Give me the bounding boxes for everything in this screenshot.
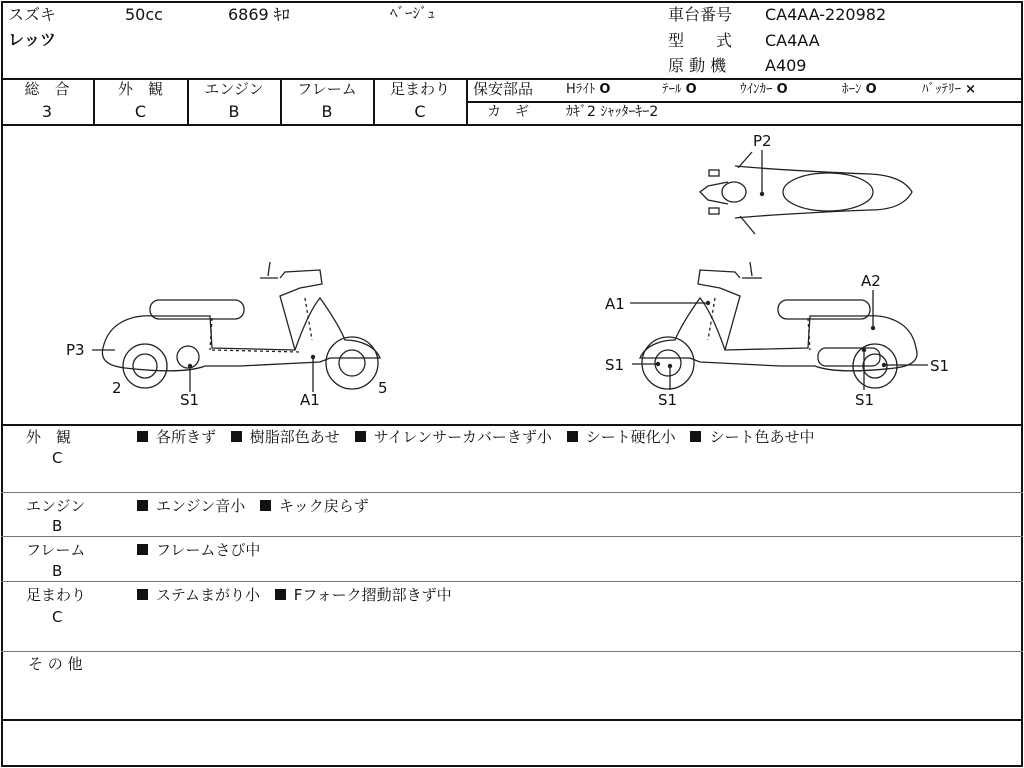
maker: スズキ: [8, 5, 57, 24]
engine-model-label: 原 動 機: [668, 56, 727, 75]
notes-exterior-grade: C: [52, 449, 63, 467]
divider: [467, 101, 1023, 103]
mark-dot: [188, 364, 192, 368]
mark-dot: [311, 355, 315, 359]
frame-no-label: 車台番号: [668, 5, 733, 24]
type-label: 型 式: [668, 31, 733, 50]
label-p2: P2: [753, 132, 772, 150]
type-value: CA4AA: [765, 31, 820, 50]
label-s1-right-right: S1: [930, 357, 950, 375]
safety-item-headlight: Hﾗｲﾄ O: [566, 82, 611, 97]
divider: [1, 651, 1023, 652]
notes-exterior-label: 外 観: [26, 428, 72, 446]
frame-no-value: CA4AA-220982: [765, 5, 887, 24]
label-s1-right-bottom-left: S1: [658, 391, 678, 409]
notes-frame-items: フレームさび中: [137, 543, 260, 558]
mark-dot: [706, 301, 710, 305]
mileage: 6869 ｷﾛ: [228, 5, 290, 24]
label-p3: P3: [66, 341, 85, 359]
damage-diagram: [0, 126, 1024, 424]
mark-dot: [656, 362, 660, 366]
scooter-left-view: [92, 262, 380, 392]
notes-other-label: そ の 他: [28, 655, 83, 673]
label-s1-right-bottom-right: S1: [855, 391, 875, 409]
keys-value: ｶｷﾞ2 ｼｬｯﾀｰｷｰ2: [566, 104, 659, 120]
safety-label: 保安部品: [473, 80, 534, 98]
mark-dot: [668, 364, 672, 368]
divider: [466, 78, 468, 125]
label-s1-right-left: S1: [605, 356, 625, 374]
notes-engine-grade: B: [52, 517, 63, 535]
engine-model-value: A409: [765, 56, 807, 75]
divider: [1, 492, 1023, 493]
keys-label: カ ギ: [487, 104, 529, 120]
safety-item-battery: ﾊﾞｯﾃﾘｰ ×: [922, 82, 977, 97]
mark-dot: [862, 348, 866, 352]
engine-value: B: [228, 102, 240, 121]
mark-dot: [871, 326, 875, 330]
notes-suspension-items: ステムまがり小 Fフォーク摺動部きず中: [137, 588, 452, 603]
scooter-top-view: [700, 150, 912, 234]
notes-frame-label: フレーム: [26, 541, 86, 559]
label-s1: S1: [180, 391, 200, 409]
divider: [1, 424, 1023, 426]
notes-suspension-grade: C: [52, 608, 63, 626]
label-a1: A1: [300, 391, 320, 409]
safety-item-tail: ﾃｰﾙ O: [662, 82, 697, 97]
suspension-label: 足まわり: [389, 80, 450, 98]
model-name: レッツ: [8, 30, 56, 49]
overall-label: 総 合: [24, 80, 70, 98]
notes-suspension-label: 足まわり: [26, 586, 87, 604]
engine-label: エンジン: [204, 80, 264, 98]
exterior-value: C: [134, 102, 147, 121]
overall-value: 3: [41, 102, 53, 121]
safety-item-winker: ｳｲﾝｶｰ O: [740, 82, 788, 97]
notes-frame-grade: B: [52, 562, 63, 580]
label-5: 5: [378, 379, 388, 397]
divider: [1, 581, 1023, 582]
notes-engine-label: エンジン: [26, 497, 86, 515]
label-a1-right: A1: [605, 295, 625, 313]
color: ﾍﾞｰｼﾞｭ: [390, 4, 436, 22]
safety-item-horn: ﾎｰﾝ O: [842, 82, 877, 97]
suspension-value: C: [414, 102, 426, 121]
mark-dot: [882, 363, 886, 367]
notes-exterior-items: 各所きず 樹脂部色あせ サイレンサーカバーきず小 シート硬化小 シート色あせ中: [137, 430, 814, 445]
divider: [1, 719, 1023, 721]
displacement: 50cc: [125, 5, 163, 24]
scooter-right-view: [630, 262, 928, 390]
label-2: 2: [112, 379, 122, 397]
label-a2: A2: [861, 272, 881, 290]
notes-engine-items: エンジン音小 キック戻らず: [137, 499, 369, 514]
frame-label: フレーム: [297, 80, 357, 98]
frame-value: B: [321, 102, 333, 121]
mark-dot: [760, 192, 764, 196]
divider: [1, 536, 1023, 537]
exterior-label: 外 観: [117, 80, 163, 98]
